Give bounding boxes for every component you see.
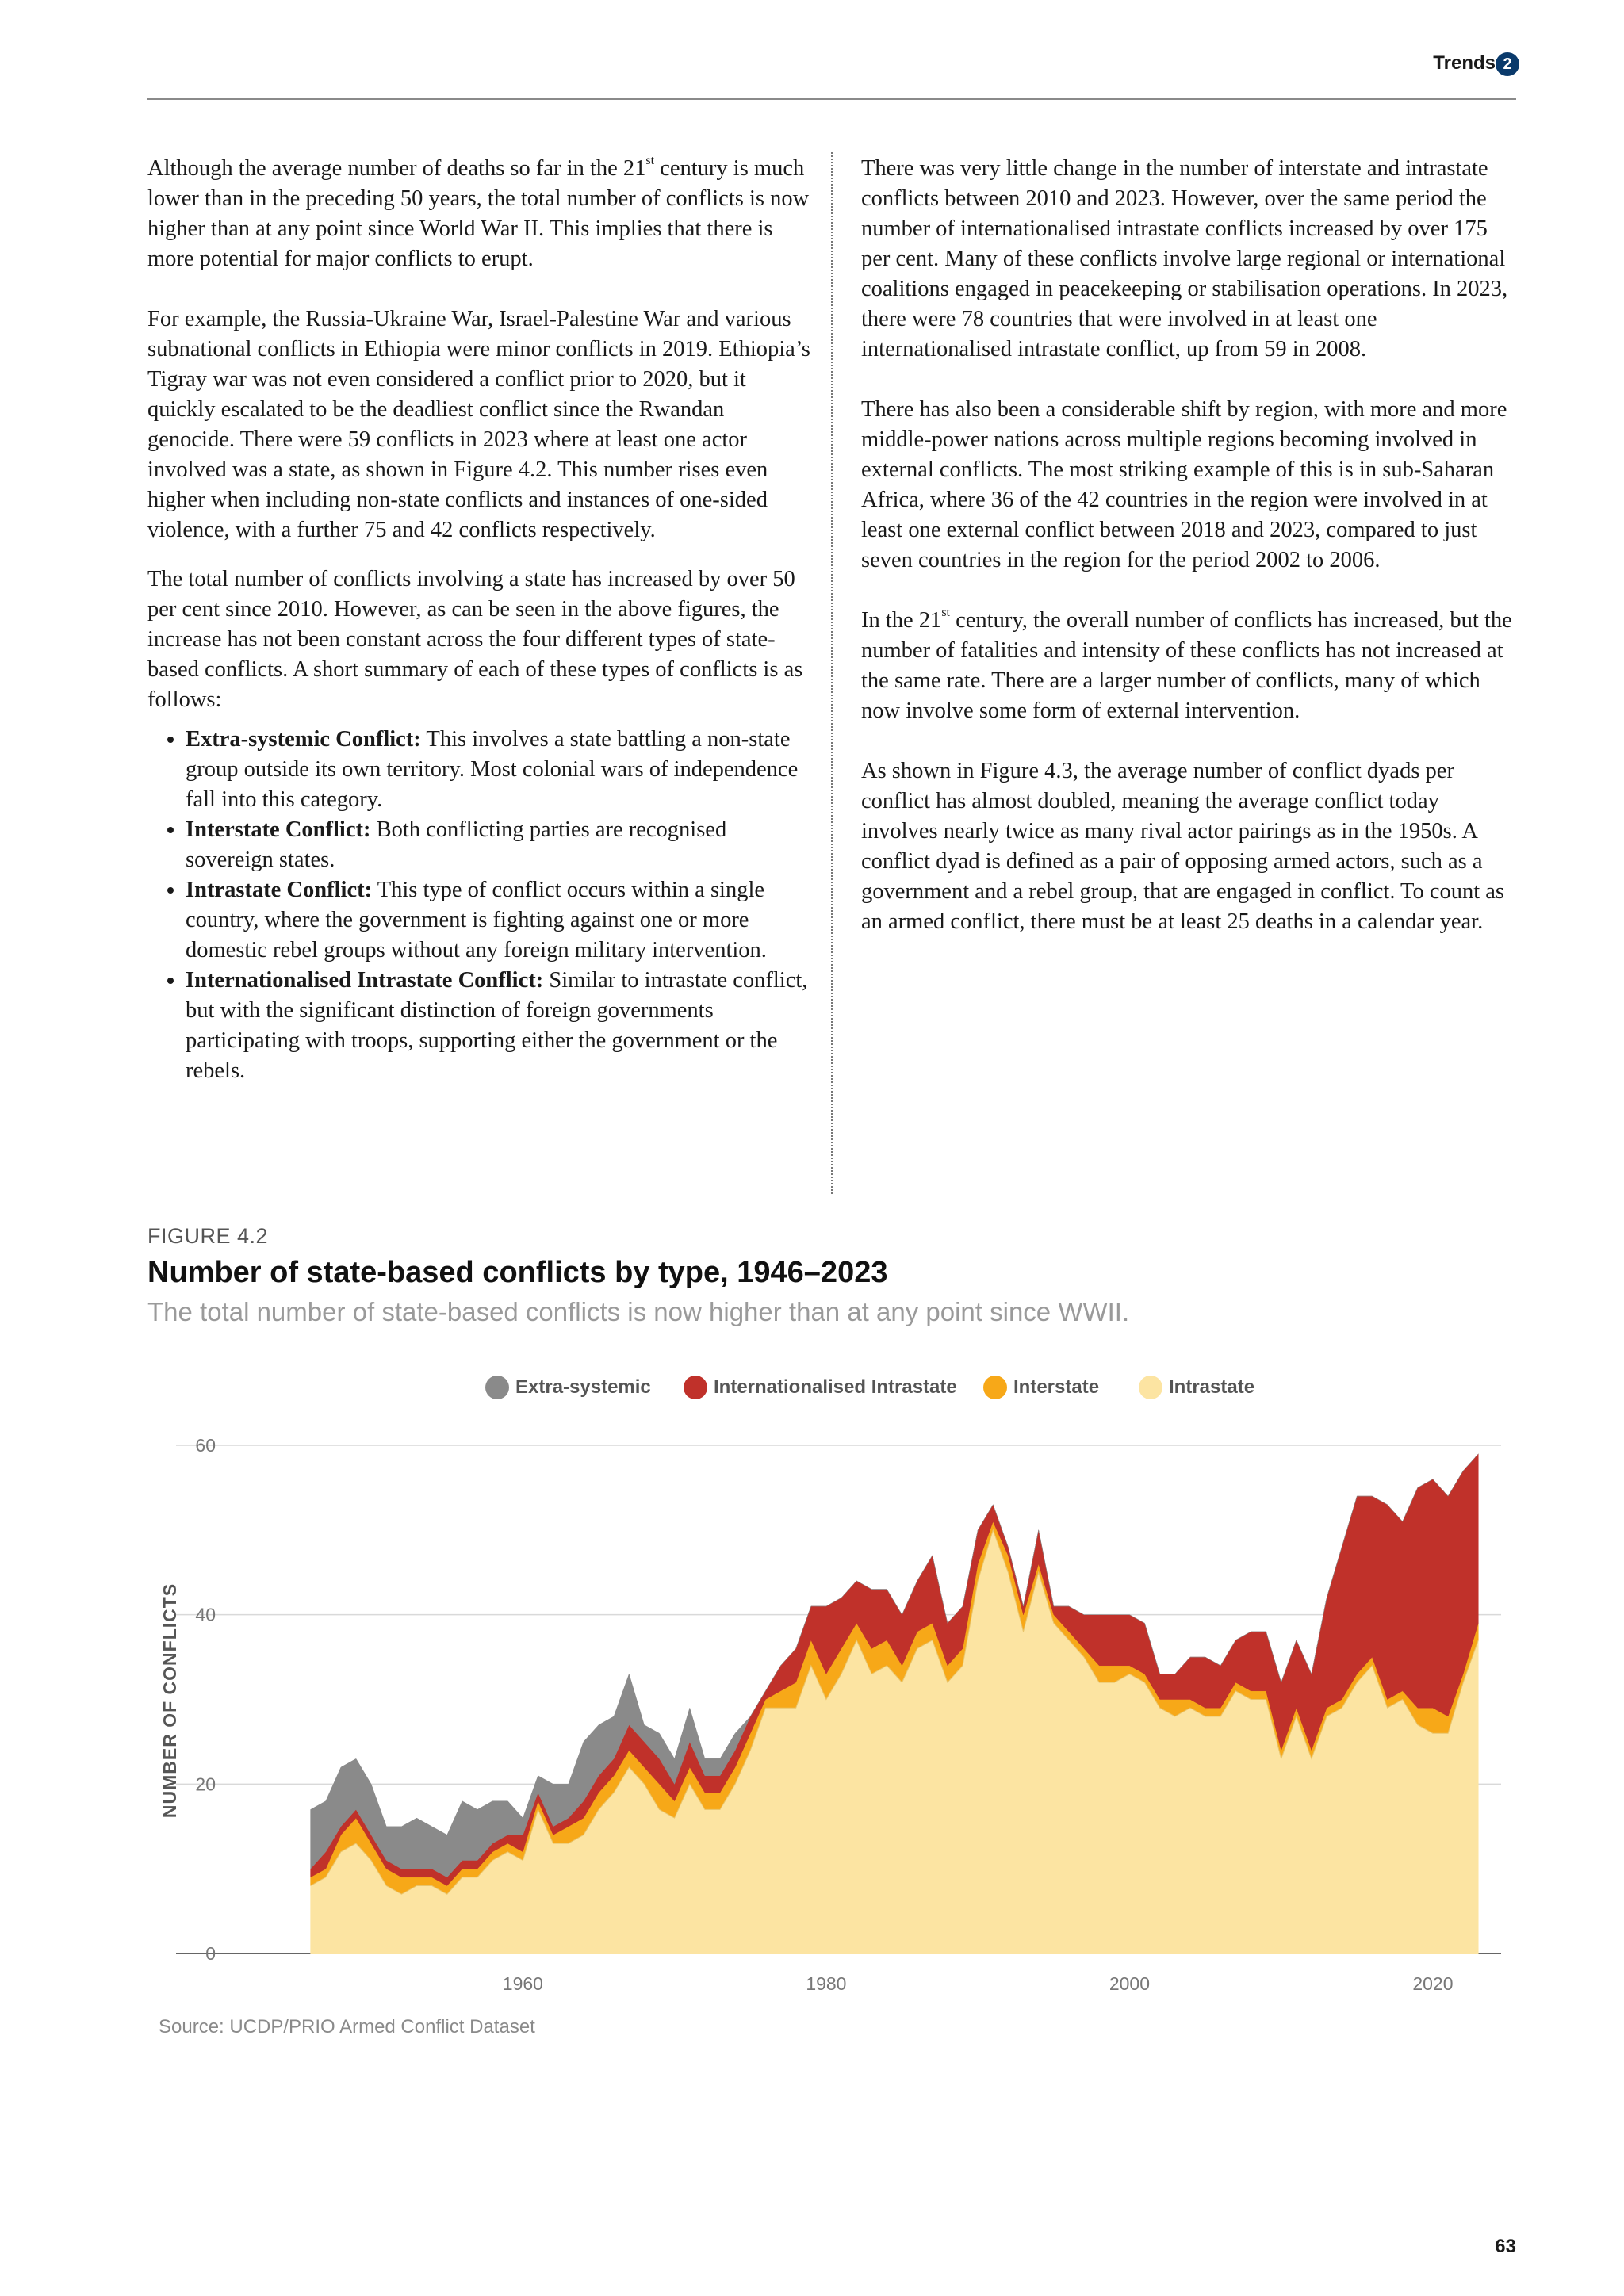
paragraph: The total number of conflicts involving a state has increased by over 50 per cent since 2010. However, as can be seen in the above figures, the increase has not been constant across the four different types of state-based conflicts. A short summary of each of these types of conflicts is as follows: [147,567,803,712]
y-axis-title: NUMBER OF CONFLICTS [159,1582,180,1819]
legend-label: Intrastate [1169,1376,1255,1398]
y-tick-label: 40 [195,1604,216,1625]
page-number: 63 [1495,2236,1516,2257]
list-item: • Interstate Conflict: Both conflicting parties are recognised sovereign states. [186,815,814,875]
paragraph: There was very little change in the number of interstate and intrastate conflicts between 2010 and 2023. However, over the same period the number of internationalised intrastate conflicts increased by over 175 per cent. Many of these conflicts involve large regional or international coalitions engaged in peacekeeping or stabilisation operations. In 2023, there were 78 countries that were involved in at least one internationalised intrastate conflict, up from 59 in 2008. [861,156,1508,362]
legend-label: Internationalised Intrastate [714,1376,957,1398]
x-tick-label: 2000 [1109,1973,1151,1994]
paragraph: As shown in Figure 4.3, the average number of conflict dyads per conflict has almost doubled, meaning the average conflict today involves nearly twice as many rival actor pairings as in the 1950s. A conflict dyad is defined as a pair of opposing armed actors, such as a government and a rebel group, that are engaged in conflict. To count as an armed conflict, there must be at least 25 deaths in a calendar year. [861,759,1505,934]
legend-label: Interstate [1013,1376,1100,1398]
list-item: • Internationalised Intrastate Conflict: Similar to intrastate conflict, but with the significant distinction of foreign governments participating with troops, supporting either the government or the rebels. [186,966,814,1086]
figure-label: FIGURE 4.2 [147,1224,269,1248]
figure-title: Number of state-based conflicts by type, 1946–2023 [147,1256,888,1289]
x-tick-label: 1960 [502,1973,543,1994]
y-tick-label: 20 [195,1774,216,1795]
figure-source: Source: UCDP/PRIO Armed Conflict Dataset [159,2016,535,2038]
legend-label: Extra-systemic [515,1376,651,1398]
paragraph: In the 21st century, the overall number of conflicts has increased, but the number of fatalities and intensity of these conflicts has not increased at the same rate. There are a larger number of conflicts, many of which now involve some form of external intervention. [861,605,1512,723]
y-tick-label: 0 [205,1943,216,1964]
figure-subtitle: The total number of state-based conflicts is now higher than at any point since WWII. [147,1297,1130,1326]
paragraph: There has also been a considerable shift by region, with more and more middle-power nations across multiple regions becoming involved in external conflicts. The most striking example of this is in sub-Saharan Africa, where 36 of the 42 countries in the region were involved in at least one external conflict between 2018 and 2023, compared to just seven countries in the region for the period 2002 to 2006. [861,397,1507,572]
x-tick-label: 2020 [1412,1973,1454,1994]
section-label: Trends [1433,52,1496,74]
y-tick-label: 60 [195,1435,216,1456]
section-number-badge: 2 [1496,52,1519,76]
area-series-intrastate [311,1530,1479,1954]
paragraph: For example, the Russia-Ukraine War, Israel-Palestine War and various subnational conflicts in Ethiopia were minor conflicts in 2019. Ethiopia’s Tigray war was not even considered a conflict prior to 2020, but it quickly escalated to be the deadliest conflict since the Rwandan genocide. There were 59 conflicts in 2023 where at least one actor involved was a state, as shown in Figure 4.2. This number rises even higher when including non-state conflicts and instances of one-sided violence, with a further 75 and 42 conflicts respectively. [147,307,810,542]
list-item: • Intrastate Conflict: This type of conflict occurs within a single country, where the government is fighting against one or more domestic rebel groups without any foreign military intervention. [186,875,814,966]
paragraph: Although the average number of deaths so far in the 21st century is much lower than in the preceding 50 years, the total number of conflicts is now higher than at any point since World War II. This implies that there is more potential for major conflicts to erupt. [147,153,810,271]
list-item: • Extra-systemic Conflict: This involves a state battling a non-state group outside its own territory. Most colonial wars of independence fall into this category. [186,725,814,815]
x-tick-label: 1980 [806,1973,847,1994]
